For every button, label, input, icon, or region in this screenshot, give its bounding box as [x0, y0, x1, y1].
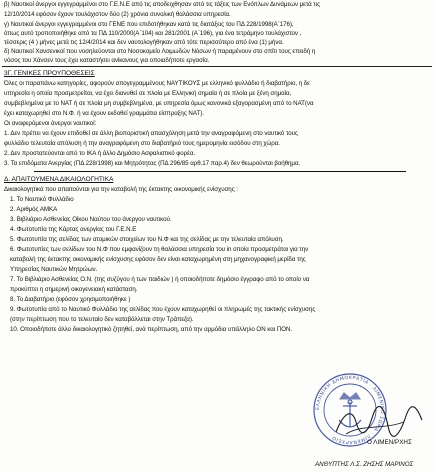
- text-line: έχει καταχωρηθεί στο Ν.Φ. ή να έχουν εκδοθεί γραμμάτια είσπραξης ΝΑΤ).: [4, 110, 204, 117]
- list-item: 10. Οποιοδήποτε άλλο δικαιολογητικό ζητηθεί, ανά περίπτωση, από την αρμόδια υπάλληλο ΟΝ και ΠΟΝ.: [10, 326, 293, 333]
- signatory-office-label: Ο ΛΙΜΕΝ/ΡΧΗΣ: [367, 439, 412, 446]
- signatory-name: ΑΝΘΥΠΤΗΣ Λ.Σ. ΖΗΣΗΣ ΜΑΡΙΝΟΣ: [315, 461, 414, 468]
- text-line: 2. Δεν προστατεύονται από το ΙΚΑ ή άλλο Δημόσιο Ασφαλιστικό φορέα.: [4, 150, 196, 157]
- list-item: 6. Φωτοτυπίες των σελίδων του Ν.Φ που εμφανίζουν τη θαλάσσια υπηρεσία του in οποία προσμετράται για την: [10, 246, 309, 253]
- list-item: 8. Το Διαβατήριο (εφόσον χρησιμοποιήθηκε ): [10, 296, 131, 303]
- divider: [34, 171, 406, 172]
- text-line: συμβεβλημένα με το ΝΑΤ ή σε πλοία μη συμβεβλημένα, με υπηρεσία όμως κανονικά εξαγορασμένη από το ΝΑΤ(να: [4, 100, 314, 107]
- text-line: νόσος του Χάνσεν τους έχει καταστήσει ανίκανους για οποιαδήποτε εργασία.: [4, 57, 210, 64]
- list-item: 4. Φωτοτυπία της Κάρτας ανεργίας του Γ.Ε.Ν.Ε: [10, 226, 137, 233]
- text-line: 12/10/2014 εφόσον έχουν τουλάχιστον δύο (2) χρόνια συνολική θαλάσσια υπηρεσία.: [4, 11, 231, 18]
- list-item: 7. Το Βιβλιάριο Ασθενείας Ο.Ν. (της συζύγου ή των παιδιών ) ή οποιοδήποτε δημόσιο έγγραφο από το οποίο να: [10, 276, 310, 283]
- text-line: 1. Δεν πρέπει να έχουν επιδοθεί σε άλλη βιοποριστική απασχόληση μετά την αναγραφόμενη στο ναυτικό τους: [4, 130, 298, 137]
- text-line: τέσσερις (4 ) μήνες μετά τις 12/4/2014 και δεν ναυτολογήθηκαν από τότε περισσότερο από ένα (1) μήνα.: [4, 39, 284, 46]
- text-line: φυλλάδιο τελευταία απόλυση ή την αναγραφόμενη στο διαβατήριό τους ημερομηνία εισόδου στη χώρα.: [4, 140, 280, 147]
- list-item-continued: Υπηρεσίας Ναυτικών Μητρώων.: [10, 266, 98, 273]
- list-item: 2. Αριθμός ΑΜΚΑ: [10, 206, 58, 213]
- text-line: όπως αυτό τροποποιήθηκε από τα ΠΔ 110/2000(Α΄104) και 281/2001 (Α΄196), για ένα τετράμηνο τουλάχιστον ,: [4, 30, 302, 37]
- text-line: Οι αναφερόμενοι άνεργοι ναυτικοί:: [4, 120, 97, 127]
- text-line: 3. Τα επιδόματα Ανεργίας (ΠΔ 228/1998) και Μητρότητας (ΠΔ 296/85 αρθ.17 παρ.4) δεν θεωρούνται βοήθημα.: [4, 160, 301, 167]
- list-item: 5. Φωτοτυπία της σελίδας των ατομικών στοιχείων του Ν.Φ και της σελίδας με την τελευταία απόλυση.: [10, 236, 284, 243]
- divider: [2, 66, 432, 67]
- list-item: 1. Το Ναυτικό Φυλλάδιο: [10, 196, 74, 203]
- list-item-continued: προκύπτει η σημερινή οικογενειακή κατάσταση.: [10, 286, 138, 293]
- text-line: β) Ναυτικοί άνεργοι εγγεγραμμένοι στο Γ.Ε.Ν.Ε από τις αποδειχθησαν από τις τάξεις των Ενόπλων Δυνάμεων μετά τις: [4, 1, 321, 8]
- seal-text: ΕΛΛΗΝΙΚΗ ΔΗΜΟΚΡΑΤΙΑ · ΛΙΜΕΝΙΚΟ ΣΩΜΑ · ΛΙΜΕΝΑΡΧΕΙΟ: [315, 375, 385, 445]
- text-line: δ) Ναυτικοί Χανσενικοί που νοσηλεύονται στο Νοσοκομείο Λοιμωδών Νόσων ή παραμένουν στο σπίτι τους επειδή η: [4, 48, 316, 55]
- list-item-continued: καταβολή της έκτακτης οικονομικής ενίσχυσης εφόσον δεν είναι καταχωρημένη στη μηχανογραφική μερίδα της: [10, 256, 306, 263]
- list-item: 9. Φωτοτυπία από το Ναυτικό Φυλλάδιο της σελίδας που έχουν καταχωρηθεί οι πληρωμές της τακτικής ενίσχυσης: [10, 306, 316, 313]
- section-heading: 3Γ. ΓΕΝΙΚΕΣ ΠΡΟΥΠΟΘΕΣΕΙΣ: [4, 70, 95, 77]
- text-line: Όλες οι παραπάνω κατηγορίες, αφορούν απογεγραμμένους ΝΑΥΤΙΚΟΥΣ με ελληνικό φυλλάδιο ή διαβατήριο, η δε: [4, 80, 310, 87]
- text-line: Δικαιολογητικά που απαιτούνται για την καταβολή της έκτακτης οικονομικής ενίσχυσης :: [4, 186, 238, 193]
- text-line: υπηρεσία η οποία προσμετρείται, να έχει διανυθεί σε πλοία με Ελληνική σημαία ή σε πλοία με ξένη σημαία,: [4, 90, 292, 97]
- text-line: γ) Ναυτικοί άνεργοι εγγεγραμμένοι στο ΓΕΝΕ που επιδοτήθηκαν κατά τις διατάξεις του ΠΔ 228/1998(Α΄176),: [4, 21, 294, 28]
- section-heading: Δ. ΑΠΑΙΤΟΥΜΕΝΑ ΔΙΚΑΙΟΛΟΓΗΤΙΚΑ: [4, 176, 114, 183]
- handwritten-signature: [332, 404, 424, 442]
- list-item-continued: (στην περίπτωση που το τελευταίο δεν καταβάλλεται στην Τράπεζα).: [10, 316, 194, 323]
- list-item: 3. Βιβλιάριο Ασθενείας Οίκου Ναύτου του άνεργου ναυτικού.: [10, 216, 172, 223]
